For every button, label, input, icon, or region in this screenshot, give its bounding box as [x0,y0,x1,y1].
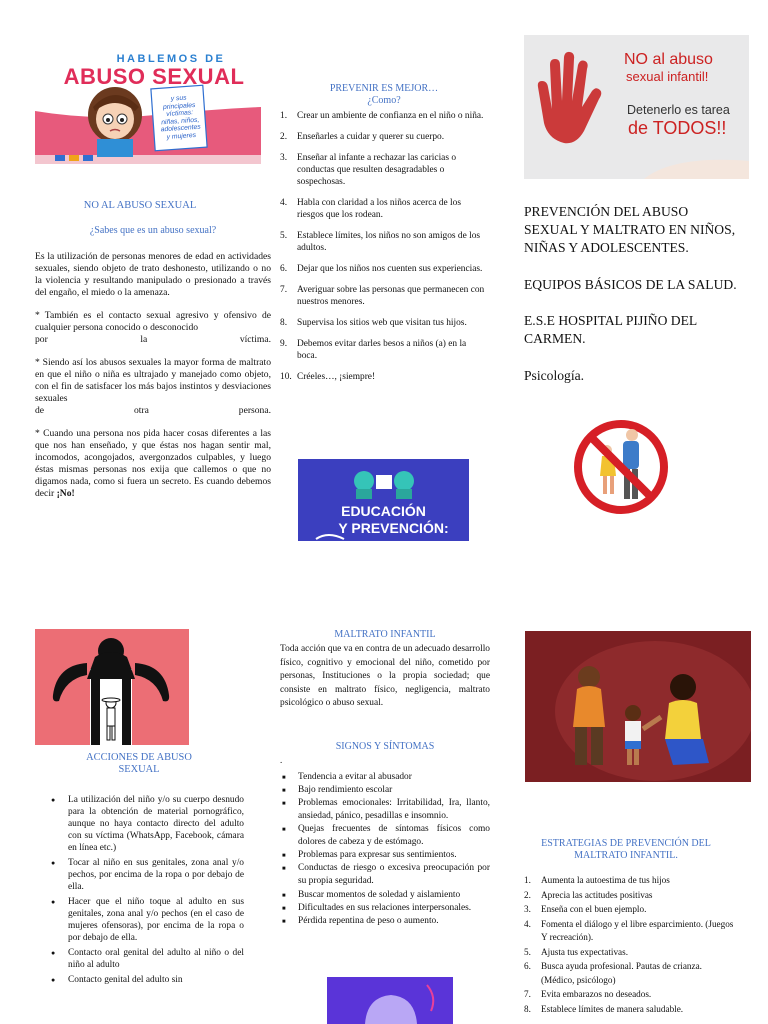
list-item: ■ Bajo rendimiento escolar [278,784,490,796]
list-item: 6. Busca ayuda profesional. Pautas de crianza. (Médico, psicólogo) [524,961,702,985]
list-item: ■ Problemas emocionales: Irritabilidad, Ira, llanto, ansiedad, pánico, pesadillas e insomnio. [278,797,490,822]
panel1-subtitle: ¿Sabes que es un abuso sexual? [89,225,217,236]
list-item: 10. Créeles…, ¡siempre! [280,372,376,382]
panel5-subtitle: SIGNOS Y SÍNTOMAS [335,741,435,752]
list-item: 1. Aumenta la autoestima de tus hijos [524,875,670,885]
list-item: ■ Tendencia a evitar al abusador [278,771,490,783]
list-item: 1. Crear un ambiente de confianza en el niño o niña. [280,111,484,121]
panel5-dot: . [280,755,283,765]
poster-line2: sexual infantil! [626,69,709,84]
abuse-actions-list [48,794,244,989]
banner-top-text: HABLEMOS DE [116,53,226,65]
poster-line1: NO al abuso [624,51,713,68]
list-item: ■ Quejas frecuentes de síntomas físicos como dolores de cabeza y de estómago. [278,823,490,848]
shadow-abuse-illustration [35,629,189,745]
panel4-title: ACCIONES DE ABUSO SEXUAL [86,752,192,775]
panel1-title: NO AL ABUSO SEXUAL [83,200,197,211]
panel3-department: Psicología. [524,368,585,383]
panel5-paragraph: Toda acción que va en contra de un adecuado desarrollo físico, cognitivo y emocional del niño, cometido por personas, Instituciones o la propia sociedad; que consiste en maltrato físico, negligencia, maltrato psicológico o abuso sexual. [280,644,490,709]
list-item: 8. Supervisa los sitios web que visitan tus hijos. [280,318,467,328]
education-title-line2: Y PREVENCIÓN: [338,520,449,536]
list-item: ● Hacer que el niño toque al adulto en sus genitales, zona anal y/o pechos (en el caso de mujeres ofensoras), por encima de la ropa o por debajo de ella. [48,896,244,944]
panel6-title: ESTRATEGIAS DE PREVENCIÓN DEL MALTRATO INFANTIL. [541,838,711,861]
list-item: ■ Buscar momentos de soledad y aislamiento [278,889,490,901]
prevention-strategies-list [524,874,734,1017]
panel3-team: EQUIPOS BÁSICOS DE LA SALUD. [524,277,737,292]
banner-card-text: y sus principales víctimas: niñas, niños, adolescentes y mujeres [160,94,202,141]
prohibited-sign-icon [560,414,680,514]
list-item: 5. Establece límites, los niños no son amigos de los adultos. [280,231,481,253]
panel1-paragraph-4: * Cuando una persona nos pida hacer cosas diferentes a las que nos han enseñado, y que éstas nos hagan sentir mal, incomodos, acongojados, avergonzados culpables, y luego éstas mismas personas nos exija que callemos o que no digamos nada, como si fuera un secreto. Es cuando debemos decir ¡No! [35,428,271,499]
panel2-title: PREVENIR ES MEJOR… ¿Como? [329,83,439,106]
list-item: 7. Averiguar sobre las personas que permanecen con nuestros menores. [280,285,485,307]
list-item: ■ Dificultades en sus relaciones interpersonales. [278,902,490,915]
list-item: ● Contacto genital del adulto sin [48,974,244,986]
poster-line3: Detenerlo es tarea [627,103,730,117]
education-title-line1: EDUCACIÓN [341,503,426,519]
purple-illustration [327,977,453,1024]
list-item: 7. Evita embarazos no deseados. [524,989,652,999]
no-abuso-poster [524,35,749,179]
list-item: 2. Enseñarles a cuidar y querer su cuerpo. [280,132,445,142]
list-item: 4. Fomenta el diálogo y el libre esparcimiento. (Juegos Y recreación). [524,918,734,942]
abuso-sexual-banner [35,49,261,164]
education-prevention-banner [298,459,469,541]
list-item: 4. Habla con claridad a los niños acerca de los riesgos que los rodean. [280,198,461,220]
list-item: 5. Ajusta tus expectativas. [524,946,629,957]
poster-line4: de TODOS!! [628,118,727,138]
panel3-title: PREVENCIÓN DEL ABUSO SEXUAL Y MALTRATO EN NIÑOS, NIÑAS Y ADOLESCENTES. [524,204,736,255]
panel1-paragraph-3: * Siendo así los abusos sexuales la mayor forma de maltrato en que el niño o niña es ultrajado y manejado como objeto, con el fin de satisfacer los más bajos instintos y desviaciones sexuales [35,357,271,404]
list-item: 8. Establece límites de manera saludable. [524,1003,684,1014]
list-item: 6. Dejar que los niños nos cuenten sus experiencias. [280,264,483,274]
panel5-title: MALTRATO INFANTIL [334,629,436,640]
panel1-paragraph-3-end: de otra persona. [35,405,271,416]
list-item: ● Contacto oral genital del adulto al niño o del niño al adulto [48,947,244,971]
panel1-paragraph-2: * También es el contacto sexual agresivo y ofensivo de cualquier persona conocido o desconocido [35,310,271,333]
list-item: ■ Conductas de riesgo o excesiva preocupación por su propia seguridad. [278,862,490,887]
family-illustration [525,631,751,782]
signs-symptoms-list [278,771,490,928]
list-item: ■ Problemas para expresar sus sentimientos. [278,849,490,861]
panel1-paragraph-2-end: por la víctima. [35,334,271,345]
prevention-list [280,110,488,392]
list-item: ■ Pérdida repentina de peso o aumento. [278,915,490,927]
list-item: 9. Debemos evitar darles besos a niños (a) en la boca. [280,339,467,361]
panel1-paragraph-1: Es la utilización de personas menores de edad en actividades sexuales, siendo objeto de trato deshonesto, utilizando o no la violencia y resultando manipulado o presionado a través del engaño, el miedo o la amenaza. [35,251,271,298]
list-item: ● La utilización del niño y/o su cuerpo desnudo para la obtención de material pornográfico, aunque no haya contacto directo del adulto con su víctima (WhatsApp, Facebook, cámara en línea etc.) [48,794,244,854]
list-item: 2. Aprecia las actitudes positivas [524,889,653,900]
list-item: 3. Enseñar al infante a rechazar las caricias o conductas que resulten desagradables o sospechosas. [280,153,457,187]
panel3-hospital: E.S.E HOSPITAL PIJIÑO DEL CARMEN. [524,313,697,346]
panel1-body [35,251,271,500]
list-item: ● Tocar al niño en sus genitales, zona anal y/o pechos, por encima de la ropa o por debajo de ella. [48,857,244,893]
banner-main-text: ABUSO SEXUAL [63,64,245,89]
list-item: 3. Enseña con el buen ejemplo. [524,904,647,914]
